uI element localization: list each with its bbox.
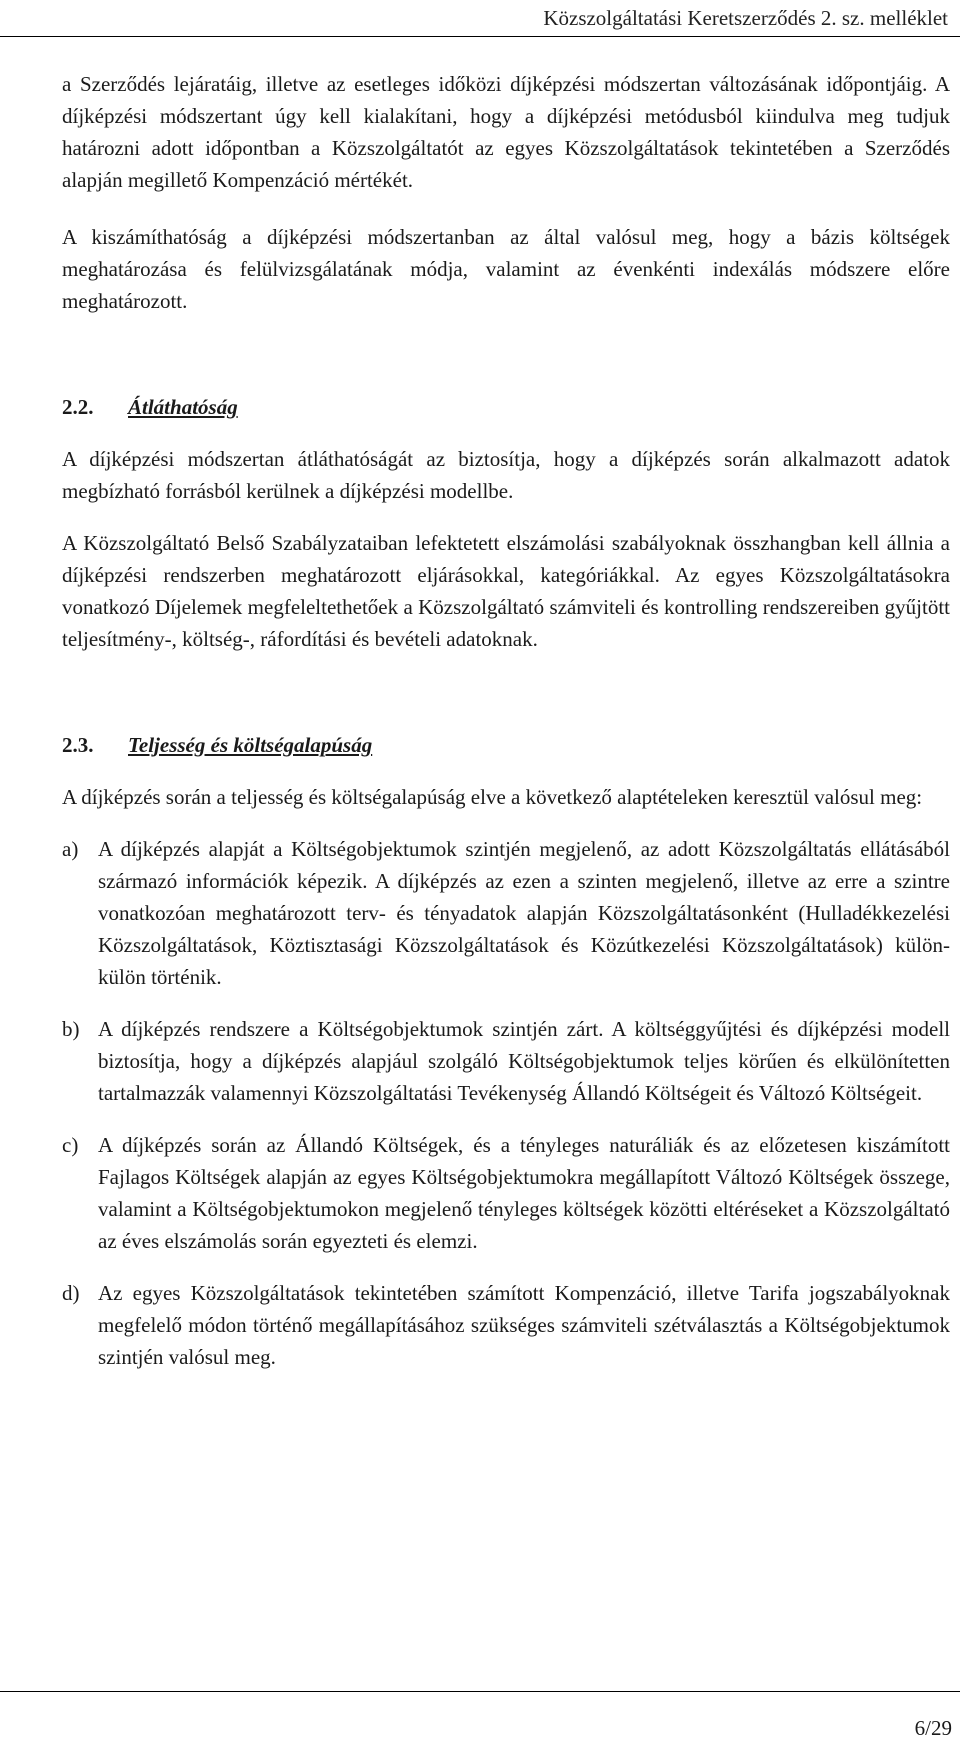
section-number: 2.2. xyxy=(62,395,94,419)
paragraph-completeness-intro: A díjképzés során a teljesség és költségalapúság elve a következő alaptételeken keresztül valósul meg: xyxy=(62,785,923,809)
section-title: Átláthatóság xyxy=(128,395,238,419)
paragraph-intro: a Szerződés lejáratáig, illetve az esetleges időközi díjképzési módszertan változásának időpontjáig. A díjképzési módszertant úgy kell kialakítani, hogy a díjképzési metódusból kiindulva meg tudjuk határozni adott időpontban a Közszolgáltatót az egyes Közszolgáltatások tekintetében a Szerződés alapján megillető Kompenzáció mértékét. xyxy=(62,72,950,192)
list-item-c xyxy=(62,1129,950,1257)
list-marker: b) xyxy=(62,1017,80,1041)
paragraph-transparency-1: A díjképzési módszertan átláthatóságát az biztosítja, hogy a díjképzés során alkalmazott adatok megbízható forrásból kerülnek a díjképzési modellbe. xyxy=(62,447,950,503)
list-item-text: Az egyes Közszolgáltatások tekintetében számított Kompenzáció, illetve Tarifa jogszabályoknak megfelelő módon történő megállapításához szükséges számviteli szétválasztás a Költségobjektumok szintjén valósul meg. xyxy=(98,1281,950,1369)
list-marker: c) xyxy=(62,1133,79,1157)
list-item-text: A díjképzés során az Állandó Költségek, és a tényleges naturáliák és az előzetesen kiszámított Fajlagos Költségek alapján az egyes Költségobjektumokra megállapított Változó Költségek összege, valamint a Költségobjektumokon megjelenő tényleges költségek közötti eltéréseket a Közszolgáltató az éves elszámolás során egyezteti és elemzi. xyxy=(98,1133,950,1253)
paragraph-predictability: A kiszámíthatóság a díjképzési módszertanban az által valósul meg, hogy a bázis költségek meghatározása és felülvizsgálatának módja, valamint az évenkénti indexálás módszere előre meghatározott. xyxy=(62,225,950,313)
list-item-b xyxy=(62,1013,950,1109)
document-title: Közszolgáltatási Keretszerződés 2. sz. melléklet xyxy=(543,6,948,30)
list-marker: d) xyxy=(62,1281,80,1305)
page-footer xyxy=(0,1691,960,1750)
section-heading-2-2 xyxy=(62,391,950,423)
list-marker: a) xyxy=(62,837,79,861)
section-title: Teljesség és költségalapúság xyxy=(128,733,373,757)
paragraph-transparency-2: A Közszolgáltató Belső Szabályzataiban lefektetett elszámolási szabályoknak összhangban kell állnia a díjképzési rendszerben meghatározott eljárásokkal, kategóriákkal. Az egyes Közszolgáltatásokra vonatkozó Díjelemek megfeleltethetőek a Közszolgáltató számviteli és kontrolling rendszereiben gyűjtött teljesítmény-, költség-, ráfordítási és bevételi adatoknak. xyxy=(62,531,950,651)
page-number: 6/29 xyxy=(914,1716,952,1740)
list-item-d xyxy=(62,1277,950,1373)
section-number: 2.3. xyxy=(62,733,94,757)
page-header xyxy=(0,0,960,37)
list-item-a xyxy=(62,833,950,993)
list-item-text: A díjképzés alapját a Költségobjektumok szintjén megjelenő, az adott Közszolgáltatás ellátásából származó információk képezik. A díjképzés az ezen a szinten megjelenő, illetve az erre a szintre vonatkozóan meghatározott terv- és tényadatok alapján Közszolgáltatásonként (Hulladékkezelési Közszolgáltatások, Köztisztasági Közszolgáltatások és Közútkezelési Közszolgáltatások) külön-külön történik. xyxy=(98,837,950,989)
list-item-text: A díjképzés rendszere a Költségobjektumok szintjén zárt. A költséggyűjtési és díjképzési modell biztosítja, hogy a díjképzés alapjául szolgáló Költségobjektumok teljes körűen és elkülönítetten tartalmazzák valamennyi Közszolgáltatási Tevékenység Állandó Költségeit és Változó Költségeit. xyxy=(98,1017,950,1105)
document-body xyxy=(62,68,950,1373)
section-heading-2-3 xyxy=(62,729,950,761)
